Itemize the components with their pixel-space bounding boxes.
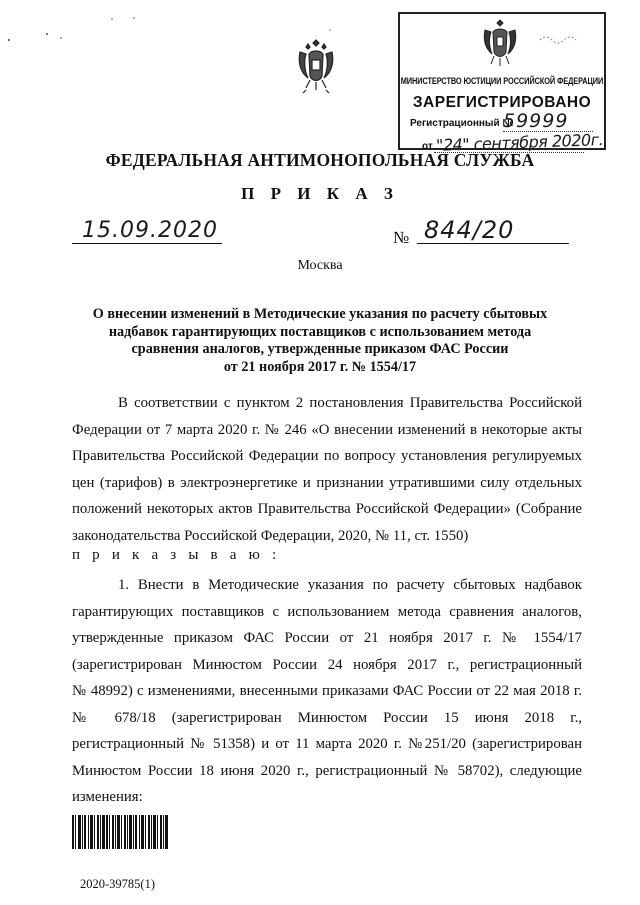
stamp-registered-label: ЗАРЕГИСТРИРОВАНО <box>412 94 592 111</box>
preamble-paragraph <box>72 390 582 549</box>
coat-of-arms-emblem <box>294 36 338 96</box>
document-id: 2020-39785(1) <box>80 877 155 891</box>
agency-title: ФЕДЕРАЛЬНАЯ АНТИМОНОПОЛЬНАЯ СЛУЖБА <box>105 150 535 170</box>
text-line: № 48992) с изменениями, внесенными приказами ФАС России от 22 мая 2018 г. <box>72 683 582 699</box>
order-number: 844/20 <box>424 216 515 244</box>
subject-line: надбавок гарантирующих поставщиков с использованием метода <box>108 323 532 340</box>
text-line: (зарегистрирован Минюстом России 24 ноября 2017 г., регистрационный <box>72 656 582 673</box>
registration-stamp <box>398 12 606 155</box>
text-line: № 678/18 (зарегистрирован Минюстом России 15 июня 2018 г., <box>72 709 582 726</box>
stamp-emblem <box>480 18 520 70</box>
stamp-smudge <box>538 32 578 46</box>
stamp-date-prefix: от <box>422 141 433 152</box>
text-line: утвержденные приказом ФАС России от 21 ноября 2017 г. № 1554/17 <box>72 630 582 646</box>
number-sign: № <box>393 228 410 247</box>
order-subject <box>72 306 568 376</box>
stamp-reg-number: 59999 <box>503 111 593 132</box>
stamp-reg-label: Регистрационный № <box>410 118 514 129</box>
number-underline <box>417 243 569 244</box>
order-date: 15.09.2020 <box>82 218 218 243</box>
text-line: положений некоторых актов Правительства Российской Федерации» (Собрание <box>72 501 582 517</box>
text-line: В соответствии с пунктом 2 постановления Правительства Российской <box>118 395 582 411</box>
order-verb: п р и к а з ы в а ю : <box>72 547 281 563</box>
text-line: 1. Внести в Методические указания по расчету сбытовых надбавок <box>118 577 582 593</box>
text-line: цен (тарифов) в электроэнергетике и признании утратившими силу отдельных <box>72 474 582 491</box>
text-line: Правительства Российской Федерации по вопросу установления регулируемых <box>72 448 582 464</box>
text-line: гарантирующих поставщиков с использованием метода сравнения аналогов, <box>72 603 582 620</box>
subject-line: О внесении изменений в Методические указания по расчету сбытовых <box>92 306 548 322</box>
text-line: изменения: <box>72 789 143 805</box>
city: Москва <box>297 258 343 273</box>
item-1-paragraph <box>72 572 582 811</box>
text-line: Федерации от 7 марта 2020 г. № 246 «О внесении изменений в некоторые акты <box>72 421 582 438</box>
subject-line: от 21 ноября 2017 г. № 1554/17 <box>223 358 417 375</box>
text-line: регистрационный № 51358) и от 11 марта 2020 г. №251/20 (зарегистрирован <box>72 736 582 752</box>
stamp-reg-date: "24" сентября 2020г. <box>435 130 604 155</box>
text-line: Минюстом России 18 июня 2020 г., регистрационный № 58702), следующие <box>72 762 582 779</box>
date-underline <box>72 243 222 244</box>
stamp-ministry-name: МИНИСТЕРСТВО ЮСТИЦИИ РОССИЙСКОЙ ФЕДЕРАЦИИ <box>400 74 604 87</box>
subject-line: сравнения аналогов, утвержденные приказом ФАС России <box>131 341 509 357</box>
text-line: законодательства Российской Федерации, 2020, № 11, ст. 1550) <box>72 527 469 544</box>
barcode <box>72 815 168 849</box>
document-type: П Р И К А З <box>241 184 399 203</box>
